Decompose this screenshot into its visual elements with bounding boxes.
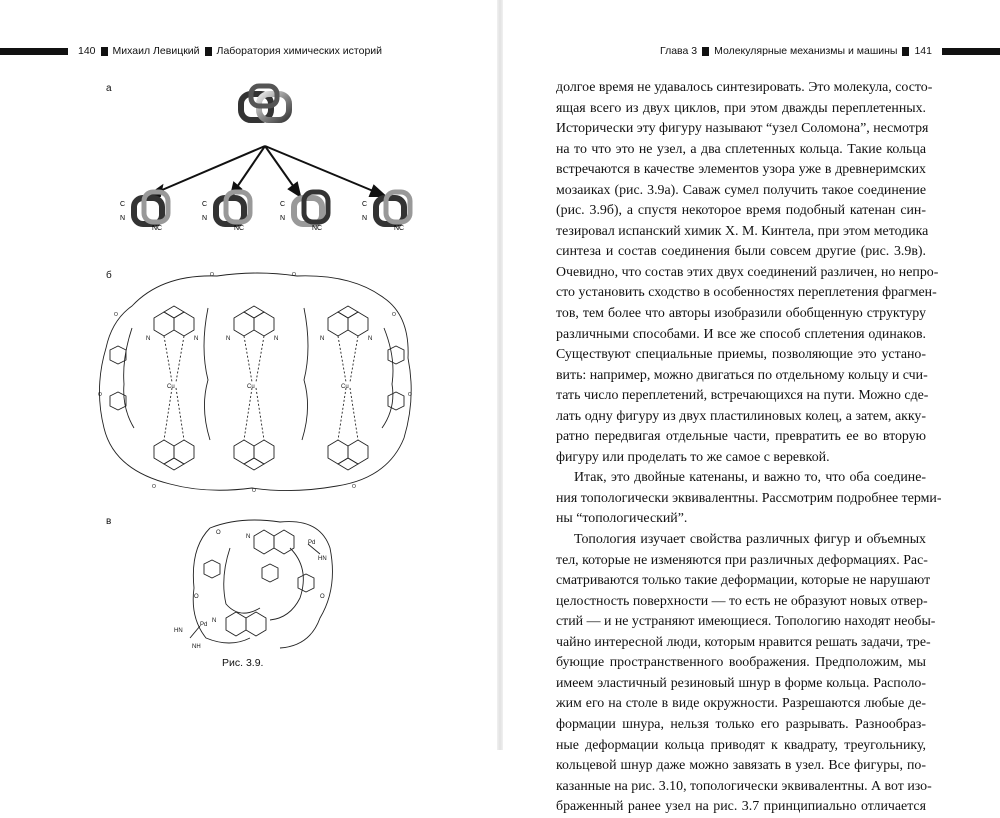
- atom-label-o: O: [392, 312, 396, 318]
- right-page-body: [556, 78, 942, 818]
- text-line: Очевидно, что состав этих двух соединений различен, но непро-: [556, 264, 939, 280]
- text-line: тать число переплетений, встречающихся на пути. Можно сде-: [556, 388, 929, 404]
- atom-label-c: C: [280, 201, 286, 208]
- atom-label-o: O: [194, 594, 199, 600]
- atom-label-n: N: [368, 336, 373, 342]
- running-head-marker: [702, 47, 709, 56]
- catenane-knot-icon: [120, 192, 168, 232]
- atom-label-n: N: [246, 534, 251, 540]
- text-line: тел, которые не изменяются при различных деформациях. Рас-: [556, 552, 928, 568]
- atom-label-o: O: [352, 484, 356, 490]
- atom-label-nh: NH: [192, 644, 201, 650]
- running-head-marker: [101, 47, 108, 56]
- inner-chain: [382, 328, 393, 428]
- inner-chain: [302, 308, 308, 440]
- text-line: ны “топологический”.: [556, 511, 688, 527]
- atom-label-n: N: [120, 215, 126, 222]
- arrow-head: [370, 186, 385, 196]
- figure-caption: Рис. 3.9.: [222, 657, 264, 669]
- left-page-number: 140: [78, 45, 96, 57]
- running-head-marker: [205, 47, 212, 56]
- atom-label-pd: Pd: [308, 540, 316, 546]
- text-line: бующие пространственного воображения. Предположим, мы: [556, 655, 926, 671]
- text-line: жим его на столе в виде окружности. Разрешаются любые де-: [556, 696, 926, 712]
- catenane-knot-icon: [202, 192, 250, 232]
- text-line: Топология изучает свойства различных фигур и объемных: [574, 532, 926, 548]
- atom-label-n: N: [274, 336, 279, 342]
- panel-c-label: в: [106, 516, 112, 527]
- text-line: ные деформации кольца приводят к квадрату, треугольнику,: [556, 737, 926, 753]
- atom-label-c: C: [202, 201, 208, 208]
- text-line: ратно передвигая отдельные части, превратить ее во вторую: [556, 429, 926, 445]
- atom-label-n: N: [212, 618, 217, 624]
- solomon-knot-icon: [241, 86, 289, 120]
- text-line: сматриваются только такие деформации, которые не нарушают: [556, 573, 931, 589]
- atom-label-nc: NC: [312, 225, 323, 232]
- cu-phenanthroline-unit: [146, 306, 198, 470]
- benzene-ring: [262, 564, 278, 582]
- atom-label-c: C: [120, 201, 126, 208]
- atom-label-nc: NC: [234, 225, 245, 232]
- atom-label-c: C: [362, 201, 368, 208]
- benzene-ring: [298, 574, 314, 592]
- atom-label-o: O: [114, 312, 118, 318]
- text-line: целостность поверхности — то есть не образуют новых отвер-: [556, 593, 928, 609]
- book-gutter: [497, 0, 503, 750]
- text-line: Существуют специальные приемы, позволяющие это устано-: [556, 347, 926, 363]
- text-line: Исторически эту фигуру называют “узел Соломона”, несмотря: [556, 121, 929, 137]
- text-line: ящая всего из двух циклов, при этом дважды переплетенных.: [556, 100, 926, 116]
- atom-label-nc: NC: [152, 225, 163, 232]
- running-head-bar: [942, 48, 1000, 55]
- atom-label-cu: Cu: [247, 384, 255, 390]
- atom-label-nc: NC: [394, 225, 405, 232]
- text-line: долгое время не удавалось синтезировать. Это молекула, состо-: [556, 80, 933, 95]
- benzene-ring: [274, 530, 294, 554]
- catenane-knot-icon: [280, 192, 328, 232]
- left-book-title: Лаборатория химических историй: [216, 45, 383, 57]
- benzene-ring: [110, 346, 126, 364]
- atom-label-n: N: [320, 336, 325, 342]
- text-line: (рис. 3.9б), а спустя некоторое время подобный катенан син-: [556, 203, 926, 219]
- atom-label-n: N: [202, 215, 208, 222]
- text-line: браженный ранее узел на рис. 3.7 принципиально отличается: [556, 799, 926, 815]
- cu-phenanthroline-unit: [226, 306, 278, 470]
- text-line: стий — и не устраняют имеющиеся. Топологию находят необы-: [556, 614, 936, 630]
- text-line: чайно интересной люди, которым нравится решать задачи, тре-: [556, 634, 931, 650]
- text-line: ния топологически эквивалентны. Рассмотрим подробнее терми-: [556, 490, 942, 506]
- right-page-number: 141: [914, 45, 932, 57]
- inner-chain: [124, 328, 134, 428]
- left-running-head: [0, 44, 382, 58]
- running-head-bar: [0, 48, 68, 55]
- atom-label-n: N: [146, 336, 151, 342]
- benzene-ring: [388, 392, 404, 410]
- text-line: лать одну фигуру из двух пластилиновых колец, а затем, акку-: [556, 408, 926, 424]
- figure-panel-c: [170, 508, 350, 656]
- atom-label-o: O: [98, 392, 102, 398]
- text-line: вить: например, можно двигаться по отдельному кольцу и счи-: [556, 367, 928, 383]
- atom-label-n: N: [362, 215, 368, 222]
- atom-label-o: O: [320, 594, 325, 600]
- text-line: формации шнура, нельзя только его разрывать. Разнообраз-: [556, 716, 926, 732]
- atom-label-n: N: [280, 215, 286, 222]
- right-chapter-title: Молекулярные механизмы и машины: [714, 45, 898, 57]
- atom-label-cu: Cu: [341, 384, 349, 390]
- panel-b-label: б: [106, 270, 112, 281]
- benzene-ring: [226, 612, 246, 636]
- benzene-ring: [204, 560, 220, 578]
- catenane-knot-icon: [362, 192, 410, 232]
- text-line: Итак, это двойные катенаны, и важно то, что оба соедине-: [574, 470, 926, 486]
- right-chapter: Глава 3: [659, 45, 698, 57]
- text-line: различными способами. И все же способ сплетения одинаков.: [556, 326, 926, 342]
- arrow-head: [289, 183, 300, 196]
- atom-label-hn: HN: [318, 556, 327, 562]
- text-line: синтеза и состав соединения были совсем другие (рис. 3.9в).: [556, 244, 926, 260]
- atom-label-pd: Pd: [200, 622, 208, 628]
- left-author: Михаил Левицкий: [112, 45, 200, 57]
- running-head-marker: [902, 47, 909, 56]
- text-line: мозаиках (рис. 3.9а). Саваж сумел получить такое соединение: [556, 182, 926, 198]
- inner-chain: [204, 308, 210, 440]
- figure-panel-b: [92, 268, 422, 496]
- text-line: тезировал испанский химик Х. М. Кинтела, при этом методика: [556, 223, 929, 239]
- atom-label-o: O: [252, 488, 256, 494]
- text-line: на то что это не узел, а два сплетенных кольца. Такие кольца: [556, 141, 926, 157]
- macrocycle-outline: [99, 273, 411, 491]
- text-line: кольцевой шнур даже можно завязать в узел. Все фигуры, по-: [556, 758, 926, 774]
- atom-label-cu: Cu: [167, 384, 175, 390]
- atom-label-o: O: [408, 392, 412, 398]
- text-line: тов, тем более что авторы изобразили обобщенную структуру: [556, 306, 926, 322]
- benzene-ring: [388, 346, 404, 364]
- benzene-ring: [254, 530, 274, 554]
- atom-label-o: O: [210, 272, 214, 278]
- panel-a-label: а: [106, 83, 112, 94]
- benzene-ring: [246, 612, 266, 636]
- cu-phenanthroline-unit: [320, 306, 372, 470]
- atom-label-o: O: [292, 272, 296, 278]
- text-line: имеем эластичный резиновый шнур в форме кольца. Располо-: [556, 675, 926, 691]
- atom-label-n: N: [194, 336, 199, 342]
- benzene-ring: [110, 392, 126, 410]
- atom-label-o: O: [216, 530, 221, 536]
- figure-panel-a: [100, 78, 480, 248]
- text-line: фигуру или проделать то же самое с веревкой.: [556, 449, 830, 465]
- text-line: казанные на рис. 3.10, топологически эквивалентны. А вот изо-: [556, 778, 932, 794]
- text-line: сто установить сходство в особенностях переплетения фрагмен-: [556, 285, 937, 301]
- atom-label-n: N: [226, 336, 231, 342]
- atom-label-o: O: [152, 484, 156, 490]
- atom-label-hn: HN: [174, 628, 183, 634]
- right-running-head: [660, 44, 1000, 58]
- macrocycle-outline: [224, 548, 260, 613]
- text-line: встречаются в качестве элементов узора уже в древнеримских: [556, 162, 926, 178]
